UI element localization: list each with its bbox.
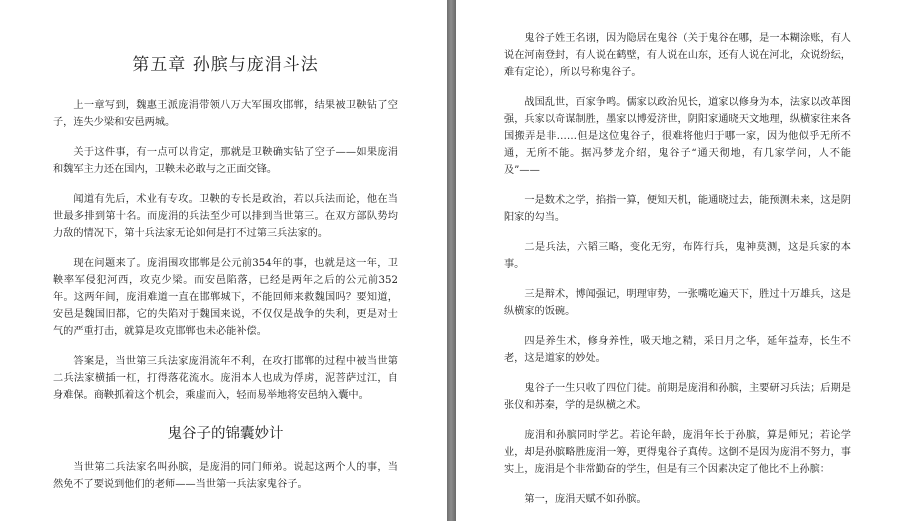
paragraph: 答案是，当世第三兵法家庞涓流年不利，在攻打邯郸的过程中被当世第二兵法家横插一杠，打得落花流水。庞涓本人也成为俘虏，泥菩萨过江，自身难保。商鞅抓着这个机会，乘虚而入，轻而易举地将安邑纳入囊中。 [53, 356, 398, 401]
paragraph: 上一章写到，魏惠王派庞涓带领八万大军围攻邯郸，结果被卫鞅钻了空子，连失少梁和安邑两城。 [53, 100, 398, 128]
paragraph: 庞涓和孙膑同时学艺。若论年龄，庞涓年长于孙膑，算是师兄；若论学业，却是孙膑略胜庞涓一筹，更得鬼谷子真传。这倒不是因为庞涓不努力，事实上，庞涓是个非常勤奋的学生，但是有三个因素决定了他比不上孙膑： [504, 430, 851, 475]
left-page [0, 0, 447, 521]
section-title: 鬼谷子的锦囊妙计 [167, 426, 284, 442]
chapter-title: 第五章 孙膑与庞涓斗法 [132, 55, 319, 75]
left-page-content [53, 0, 398, 506]
paragraph: 四是养生术，修身养性，吸天地之精，采日月之华，延年益寿，长生不老，这是道家的妙处。 [504, 336, 851, 364]
paragraph: 一是数术之学，掐指一算，便知天机，能通晓过去，能预测未来，这是阴阳家的勾当。 [504, 195, 851, 223]
right-page [456, 0, 900, 521]
paragraph: 鬼谷子一生只收了四位门徒。前期是庞涓和孙膑，主要研习兵法；后期是张仪和苏秦，学的是纵横之术。 [504, 383, 851, 411]
page-divider [447, 0, 456, 521]
paragraph: 鬼谷子姓王名诩，因为隐居在鬼谷（关于鬼谷在哪，是一本糊涂账，有人说在河南登封，有人说在鹤壁，有人说在山东，还有人说在河北，众说纷纭，难有定论），所以号称鬼谷子。 [504, 33, 851, 78]
paragraph: 第一，庞涓天赋不如孙膑。 [524, 494, 647, 505]
paragraph: 闻道有先后，术业有专攻。卫鞅的专长是政治，若以兵法而论，他在当世最多排到第十名。而庞涓的兵法至少可以排到当世第三。在双方部队势均力敌的情况下，第十兵法家无论如何是打不过第三兵法家的。 [53, 194, 398, 239]
paragraph: 三是辩术，博闻强记，明理审势，一张嘴吃遍天下，胜过十万雄兵，这是纵横家的饭碗。 [504, 289, 851, 317]
paragraph: 现在问题来了。庞涓围攻邯郸是公元前354年的事，也就是这一年，卫鞅率军侵犯河西，攻克少梁。而安邑陷落，已经是两年之后的公元前352年。这两年间，庞涓难道一直在邯郸城下，不能回师来救魏国吗？要知道，安邑是魏国旧都，它的失陷对于魏国来说，不仅仅是战争的失利，更是对士气的严重打击，就算是攻克邯郸也未必能补偿。 [53, 258, 398, 337]
paragraph: 二是兵法，六韬三略，变化无穷，布阵行兵，鬼神莫测，这是兵家的本事。 [504, 242, 851, 270]
paragraph: 战国乱世，百家争鸣。儒家以政治见长，道家以修身为本，法家以改革图强，兵家以奇谋制胜，墨家以博爱济世，阴阳家通晓天文地理，纵横家往来各国搬弄是非……但是这位鬼谷子，很难将他归于哪一家，因为他似乎无所不通，无所不能。据冯梦龙介绍，鬼谷子“通天彻地，有几家学问，人不能及”—— [504, 97, 851, 176]
paragraph: 关于这件事，有一点可以肯定，那就是卫鞅确实钻了空子——如果庞涓和魏军主力还在国内，卫鞅未必敢与之正面交锋。 [53, 147, 398, 175]
right-page-content [504, 0, 851, 521]
paragraph: 当世第二兵法家名叫孙膑，是庞涓的同门师弟。说起这两个人的事，当然免不了要说到他们的老师——当世第一兵法家鬼谷子。 [53, 462, 398, 490]
